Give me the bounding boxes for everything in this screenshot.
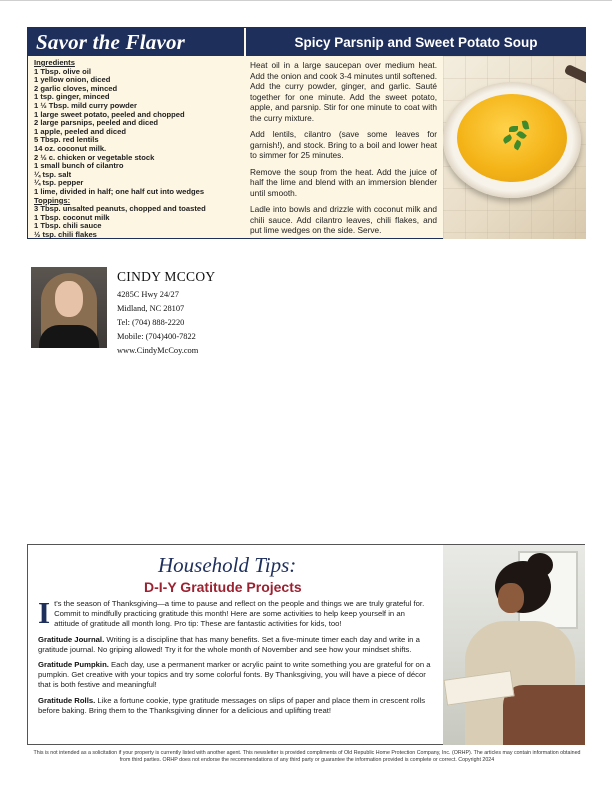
direction-step: Ladle into bowls and drizzle with coconut milk and chili sauce. Add cilantro leaves, chili flakes, and put lime wedges on the side. Serve. (250, 204, 437, 235)
ingredient-item: 1 ½ Tbsp. mild curry powder (34, 100, 137, 110)
agent-headshot (31, 267, 107, 348)
ingredient-item: 1 apple, peeled and diced (34, 126, 126, 136)
tip-heading: Gratitude Pumpkin. (38, 660, 109, 670)
recipe-directions (250, 60, 437, 242)
tips-title: Household Tips: (158, 553, 297, 577)
ingredient-item: ¼ tsp. salt (34, 169, 72, 179)
legal-disclaimer: This is not intended as a solicitation if your property is currently listed with another agent. This newsletter is provided compliments of Old Republic Home Protection Company, Inc. (ORHP). The articles may contain information obtained from third parties. ORHP does not endorse the recommendations of any third party or guarantee the information provided is complete or correct. Copyright 2024 (33, 750, 581, 764)
direction-step: Heat oil in a large saucepan over medium heat. Add the onion and cook 3-4 minutes until softened. Add the curry powder, ginger, and garlic. Sauté together for one minute. Add the sweet potato, apple, and parsnip. Stir for one minute to coat with the curry mixture. (250, 60, 437, 123)
tip-item (38, 635, 432, 655)
tip-text: Writing is a discipline that has many benefits. Set a five-minute timer each day and write in a gratitude journal. No griping allowed! Try it for the whole month of November and see how your mindset shifts. (38, 634, 420, 654)
ingredient-item: 2 garlic cloves, minced (34, 83, 118, 93)
ingredients-list (34, 59, 246, 239)
soup-photo (443, 56, 586, 239)
agent-address-line1: 4285C Hwy 24/27 (117, 290, 179, 299)
direction-step: Remove the soup from the heat. Add the juice of half the lime and blend with an immersion blender until smooth. (250, 166, 437, 198)
ingredients-heading: Ingredients (34, 58, 75, 67)
agent-mobile: Mobile: (704)400-7822 (117, 331, 196, 341)
agent-website-link[interactable]: www.CindyMcCoy.com (117, 345, 199, 355)
ingredient-item: 1 Tbsp. olive oil (34, 66, 91, 76)
ingredient-item: 1 tsp. ginger, minced (34, 92, 110, 102)
tip-item (38, 696, 432, 716)
ingredient-item: 1 lime, divided in half; one half cut into wedges (34, 186, 205, 196)
ingredient-item: 1 small bunch of cilantro (34, 161, 124, 171)
topping-item: 1 Tbsp. coconut milk (34, 212, 110, 222)
toppings-heading: Toppings: (34, 195, 71, 205)
recipe-brand-title: Savor the Flavor (28, 28, 244, 56)
ingredient-item: 14 oz. coconut milk. (34, 143, 107, 153)
agent-address-line2: Midland, NC 28107 (117, 303, 185, 313)
agent-telephone: Tel: (704) 888-2220 (117, 317, 185, 327)
topping-item: 3 Tbsp. unsalted peanuts, chopped and toasted (34, 204, 206, 214)
tip-text: Like a fortune cookie, type gratitude messages on slips of paper and place them in crescent rolls before baking. Bring them to the Thanksgiving dinner for a delicious and uplifting treat! (38, 695, 426, 715)
tips-subtitle: D-I-Y Gratitude Projects (144, 579, 302, 595)
topping-item: 1 Tbsp. chili sauce (34, 221, 102, 231)
ingredient-item: 1 yellow onion, diced (34, 75, 111, 85)
tips-body (38, 595, 432, 721)
tip-text: Each day, use a permanent marker or acrylic paint to write something you are grateful for on a pumpkin. Get creative with your topics and try some colorful fonts. By Thanksgiving, you will have a piece of décor that is both festive and meaningful! (38, 660, 431, 690)
ingredient-item: 2 ½ c. chicken or vegetable stock (34, 152, 155, 162)
tips-intro (38, 595, 432, 630)
household-tips-section (27, 544, 585, 745)
top-divider (0, 0, 612, 1)
direction-step: Add lentils, cilantro (save some leaves for garnish!), and stock. Bring to a boil and lower heat to simmer for 25 minutes. (250, 129, 437, 160)
topping-item: ½ tsp. chili flakes (34, 229, 97, 239)
tip-item (38, 660, 432, 691)
ingredient-item: ¼ tsp. pepper (34, 178, 84, 188)
recipe-title: Spicy Parsnip and Sweet Potato Soup (246, 28, 586, 56)
tip-heading: Gratitude Rolls. (38, 695, 96, 705)
drop-cap: I (38, 595, 51, 630)
agent-name: CINDY MCCOY (117, 269, 216, 284)
woman-journaling-photo (443, 545, 585, 745)
ingredient-item: 5 Tbsp. red lentils (34, 135, 99, 145)
ingredient-item: 1 large sweet potato, peeled and chopped (34, 109, 185, 119)
recipe-section (27, 27, 586, 239)
agent-contact-card (117, 269, 215, 358)
tip-heading: Gratitude Journal. (38, 634, 105, 644)
tips-intro-text: t's the season of Thanksgiving—a time to pause and reflect on the people and things we are truly grateful for. Commit to mindfully practicing gratitude this month! Here are some activities to help keep yourself in an attitude of gratitude all month long. Pro tip: These are fantastic activities for kids, too! (54, 599, 425, 629)
ingredient-item: 2 large parsnips, peeled and diced (34, 118, 159, 128)
